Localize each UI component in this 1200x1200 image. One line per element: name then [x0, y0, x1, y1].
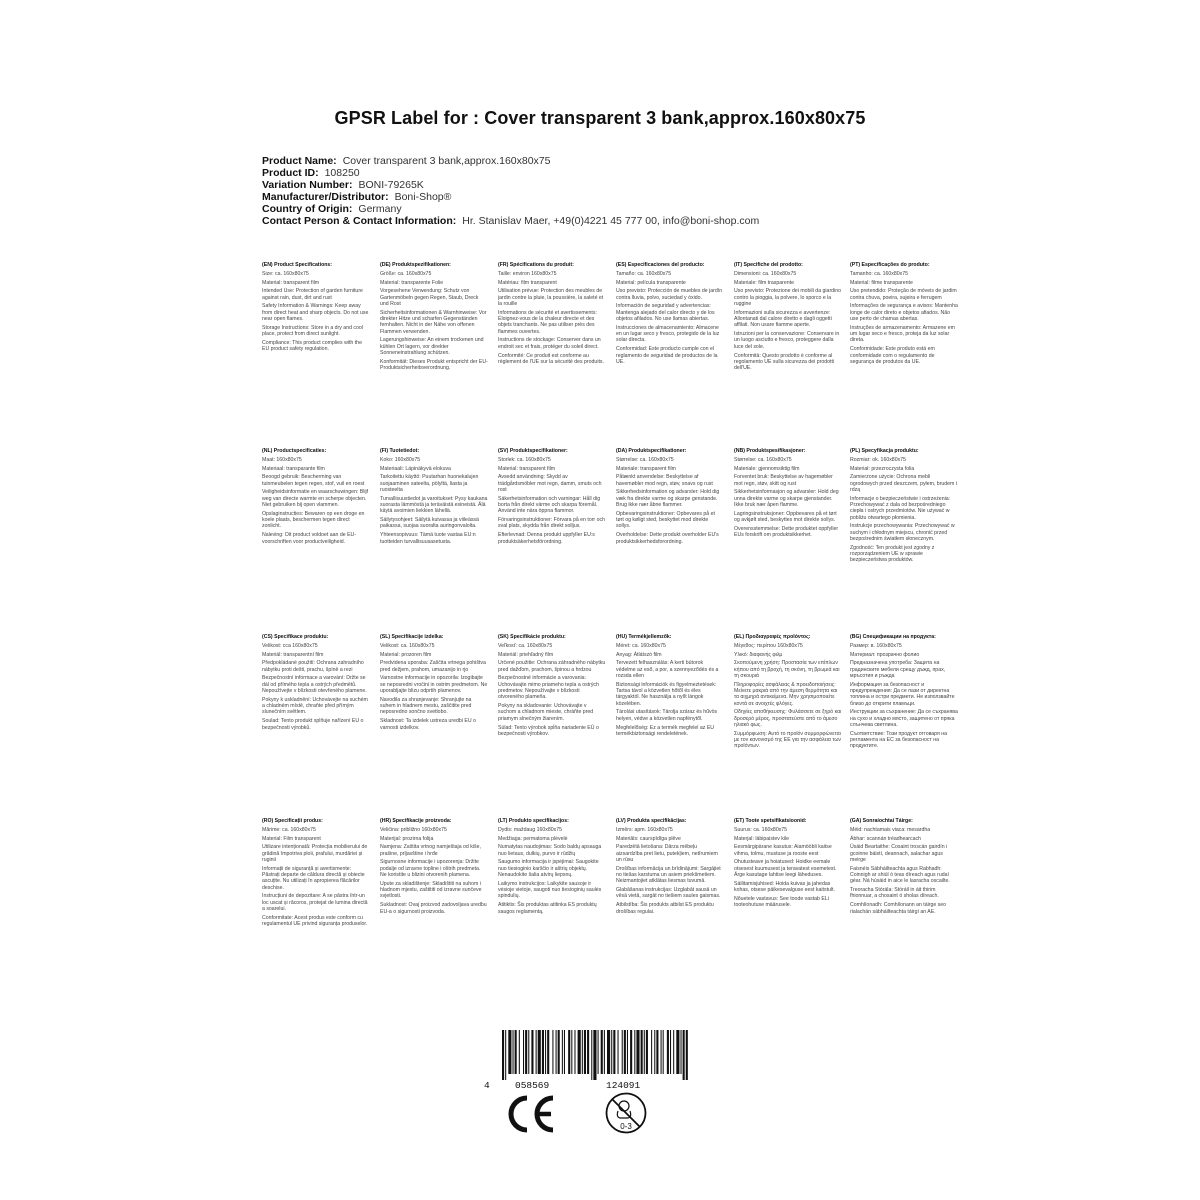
spec-heading: (EN) Product Specifications: — [262, 262, 333, 268]
spec-line: Instructions de stockage: Conserver dans un endroit sec et frais, protéger du soleil direct. — [498, 337, 601, 350]
spec-line: Materjal: läbipaistev kile — [734, 835, 790, 842]
spec-line: Material: transparent film — [262, 279, 320, 286]
spec-line: Varnostne informacije in opozorila: Izogibajte se neposredni vročini in ostrim predmetom. Ne uporabljajte blizu odprtih plamenov. — [380, 675, 488, 695]
spec-block — [616, 818, 724, 998]
spec-heading: (BG) Спецификации на продукта: — [850, 634, 936, 640]
barcode-bar — [593, 1030, 596, 1080]
barcode-bar — [578, 1030, 581, 1074]
spec-line: Eesmärgipärane kasutus: Aiamööbli kaitse vihma, tolmu, mustuse ja roostе eest — [734, 844, 832, 857]
spec-line: Instrucciones de almacenamiento: Almacene en un lugar seco y fresco, protegido de la luz solar directa. — [616, 324, 720, 344]
barcode-digit-left: 4 — [484, 1080, 490, 1091]
spec-line: Overholdelse: Dette produkt overholder EU's produktsikkerhedsforordning. — [616, 532, 719, 545]
spec-heading: (LT) Produkto specifikacijos: — [498, 818, 569, 824]
spec-line: Avsedd användning: Skydd av trädgårdsmöbler mot regn, damm, smuts och rost — [498, 474, 602, 493]
spec-line: Materiāls: caurspīdīga plēve — [616, 835, 681, 842]
spec-line: Materijal: prozirna folija — [380, 835, 434, 842]
spec-block — [380, 634, 488, 814]
spec-heading: (ET) Toote spetsifikatsioonid: — [734, 818, 807, 824]
spec-line: Drošības informācija un brīdinājumi: Sargājiet no tiešas karstuma un asiem priekšmetiem. Neizmantojiet atklātas liesmas tuvumā. — [616, 865, 721, 885]
spec-heading: (PT) Especificações do produto: — [850, 262, 930, 268]
spec-line: Tamaño: ca. 160x80x75 — [616, 270, 672, 277]
spec-line: Medžiaga: permatoma plėvelė — [498, 835, 568, 842]
spec-block — [262, 634, 370, 814]
spec-line: Utilisation prévue: Protection des meubles de jardin contre la pluie, la poussière, la saleté et la rouille — [498, 288, 604, 307]
barcode-group-1: 058569 — [515, 1080, 550, 1091]
spec-line: Förvaringsinstruktioner: Förvara på en torr och sval plats, skydda från direkt solljus. — [498, 517, 605, 530]
spec-line: Sicherheitsinformationen & Warnhinweise: Vor direkter Hitze und scharfen Gegenständen fernhalten. Nicht in der Nähe von offenen Flammen verwenden. — [380, 309, 487, 335]
barcode-bar — [574, 1030, 575, 1074]
info-value: BONI-79265K — [358, 178, 424, 191]
spec-line: Predvidena uporaba: Zaščita vrtnega pohištva pred dežjem, prahom, umazanijo in rjo — [380, 660, 486, 673]
spec-line: Größe: ca. 160x80x75 — [380, 270, 432, 277]
spec-line: Soulad: Tento produkt splňuje nařízení EU o bezpečnosti výrobků. — [262, 718, 364, 731]
spec-line: Υλικό: διαφανής φιλμ — [734, 651, 783, 658]
spec-line: Съответствие: Този продукт отговаря на регламента на ЕС за безопасност на продуктите. — [850, 730, 948, 750]
spec-block — [498, 448, 606, 628]
spec-block — [850, 634, 958, 814]
spec-block — [850, 262, 958, 442]
barcode-bar — [542, 1030, 544, 1074]
barcode-bar — [624, 1030, 626, 1074]
info-value: Hr. Stanislav Maer, +49(0)4221 45 777 00, info@boni-shop.com — [462, 214, 760, 227]
spec-block — [616, 262, 724, 442]
spec-line: Σκοπούμενη χρήση: Προστασία των επίπλων κήπου από τη βροχή, τη σκόνη, τη βρωμιά και τη σκουριά — [734, 660, 840, 679]
barcode-bar — [627, 1030, 628, 1074]
spec-line: Velikost: cca 160x80x75 — [262, 642, 318, 649]
spec-line: Compliance: This product complies with the EU product safety regulation. — [262, 339, 362, 353]
barcode-bar — [611, 1030, 612, 1074]
barcode-bar — [558, 1030, 560, 1074]
spec-line: Предназначена употреба: Защита на градинските мебели срещу дъжд, прах, мръсотия и ръжда — [850, 660, 946, 679]
spec-line: Upute za skladištenje: Skladištiti na suhom i hladnom mjestu, zaštititi od izravne sunčeve svjetlosti. — [380, 880, 482, 900]
info-value: 108250 — [324, 166, 360, 179]
spec-line: Matériau: film transparent — [498, 279, 557, 286]
spec-line: Dimensioni: ca. 160x80x75 — [734, 270, 797, 277]
spec-heading: (NL) Productspecificaties: — [262, 448, 327, 454]
barcode-bar — [545, 1030, 546, 1074]
spec-line: Πληροφορίες ασφάλειας & προειδοποιήσεις: Μείνετε μακριά από την άμεση θερμότητα και τα αιχμηρά αντικείμενα. Μην χρησιμοποιείτε κοντά σε ανοιχτές φλόγες. — [734, 681, 838, 707]
spec-line: Zgodność: Ten produkt jest zgodny z rozporządzeniem UE w sprawie bezpieczeństwa produktów. — [850, 544, 935, 564]
spec-line: Materiale: gjennomsiktig film — [734, 465, 800, 472]
barcode-bar — [686, 1030, 688, 1080]
ce-mark-icon — [505, 1093, 559, 1135]
spec-line: Tervezett felhasználás: A kerti bútorok védelme az eső, a por, a szennyeződés és a rozsda ellen — [616, 660, 719, 679]
spec-block — [850, 448, 958, 628]
spec-line: Tarkoitettu käyttö: Puutarhan huonekalujen suojaaminen sateelta, pölyltä, liasta ja ruosteelta — [380, 474, 479, 493]
spec-block — [734, 262, 842, 442]
spec-line: Informations de sécurité et avertissements: Éloignez-vous de la chaleur directe et des objets tranchants. Ne pas utiliser près des flammes ouvertes. — [498, 309, 597, 335]
spec-line: Bezpečnostné informácie a varovania: Uchovávajte mimo priameho tepla a ostrých predmetov. Nepoužívajte v blízkosti otvoreného plameňa. — [498, 675, 599, 701]
spec-line: Konformität: Dieses Produkt entspricht der EU-Produktsicherheitsverordnung. — [380, 358, 488, 372]
barcode-bar — [508, 1030, 511, 1074]
spec-heading: (GA) Sonraíochtaí Táirge: — [850, 818, 913, 824]
barcode-bar — [607, 1030, 610, 1074]
barcode-bar — [568, 1030, 570, 1074]
spec-line: Sikkerhedsinformation og advarsler: Hold dig væk fra direkte varme og skarpe genstande. Brug ikke nær åbne flammer. — [616, 489, 720, 509]
barcode-bar — [571, 1030, 572, 1074]
spec-line: Saugumo informacija ir įspėjimai: Saugokite nuo tiesioginio karščio ir aštrių objektų. Nenaudokite šalia atvirų liepsnų. — [498, 859, 599, 879]
age-label: 0-3 — [620, 1122, 632, 1131]
barcode-bar — [646, 1030, 648, 1074]
spec-line: Lagerungshinweise: An einem trockenen und kühlen Ort lagern, vor direkter Sonneneinstrahlung schützen. — [380, 337, 484, 357]
info-label: Product ID: — [262, 166, 319, 179]
spec-line: Οδηγίες αποθήκευσης: Φυλάσσετε σε ξηρό και δροσερό μέρος, προστατεύστε από το άμεσο ηλιακό φως. — [734, 709, 842, 729]
spec-heading: (SL) Specifikacije izdelka: — [380, 634, 444, 640]
spec-line: Storage Instructions: Store in a dry and cool place, protect from direct sunlight. — [262, 324, 363, 338]
info-row-product-name — [262, 156, 962, 168]
spec-line: Materiál: priehľadný film — [498, 651, 554, 658]
spec-line: Uso previsto: Protezione dei mobili da giardino contro la pioggia, la polvere, lo sporco e la ruggine — [734, 288, 841, 307]
spec-line: Súlad: Tento výrobok spĺňa nariadenie EÚ o bezpečnosti výrobkov. — [498, 724, 599, 737]
info-label: Product Name: — [262, 155, 337, 167]
spec-line: Informații de siguranță și avertismente: Păstrați departe de căldura directă și obiecte ascuțite. Nu utilizați în apropierea flăcărilor deschise. — [262, 865, 365, 891]
barcode-bar — [587, 1030, 589, 1074]
spec-line: Size: ca. 160x80x75 — [262, 270, 309, 277]
barcode-bar — [673, 1030, 674, 1074]
spec-line: Navodila za shranjevanje: Shranjujte na suhem in hladnem mestu, zaščitite pred neposredno sončno svetlobo. — [380, 696, 472, 716]
barcode-bar — [584, 1030, 586, 1074]
barcode-bar — [667, 1030, 669, 1074]
spec-line: Størrelse: ca. 160x80x75 — [616, 456, 674, 463]
spec-heading: (SV) Produktspecifikationer: — [498, 448, 568, 454]
spec-line: Materiál: transparentní film — [262, 651, 324, 658]
spec-block — [498, 818, 606, 998]
spec-line: Koko: 160x80x75 — [380, 456, 421, 463]
spec-line: Størrelse: ca. 160x80x75 — [734, 456, 792, 463]
spec-line: Tamanho: ca. 160x80x75 — [850, 270, 908, 277]
spec-line: Naleving: Dit product voldoet aan de EU-voorschriften voor productveiligheid. — [262, 532, 357, 545]
info-value: Cover transparent 3 bank,approx.160x80x75 — [342, 155, 551, 167]
spec-line: Anyag: Átlátszó film — [616, 651, 662, 658]
spec-line: Rozmiar: ok. 160x80x75 — [850, 456, 906, 463]
age-warning-icon — [604, 1091, 648, 1135]
spec-line: Información de seguridad y advertencias: Mantenga alejado del calor directo y de los objetos afilados. No use llamas abiertas. — [616, 303, 715, 323]
spec-line: Material: filme transparente — [850, 279, 913, 286]
spec-line: Ohutusteave ja hoiatused: Hoidke eemale otsesest kuumusest ja teravatest esemetest. Ärge kasutage lahtise leegi läheduses. — [734, 859, 837, 879]
spec-block — [734, 818, 842, 998]
spec-line: Ábhar: scannán tréadhearcach — [850, 835, 921, 842]
spec-line: Materiaali: Läpinäkyvä elokuva — [380, 465, 451, 472]
barcode-bar — [502, 1030, 504, 1080]
spec-heading: (RO) Specificații produs: — [262, 818, 323, 824]
spec-line: Numatytas naudojimas: Sodo baldų apsauga nuo lietaus, dulkių, purvo ir rūdžių — [498, 844, 602, 857]
spec-line: Bezpečnostní informace a varování: Držte se dál od přímého tepla a ostrých předmětů. Nepoužívejte v blízkosti otevřeného plamene. — [262, 675, 367, 695]
spec-line: Atitiktis: Šis produktas atitinka ES produktų saugos reglamentą. — [498, 902, 597, 915]
spec-heading: (HU) Termékjellemzők: — [616, 634, 672, 640]
spec-heading: (DE) Produktspezifikationen: — [380, 262, 451, 268]
spec-line: Utilizare intenționată: Protecția mobilierului de grădină împotriva ploii, prafului, murdăriei și ruginii — [262, 844, 368, 863]
spec-line: Yhteensopivuus: Tämä tuote vastaa EU:n tuotteiden turvallisuusasetusta. — [380, 532, 476, 545]
barcode-bar — [547, 1030, 549, 1074]
barcode-bar — [663, 1030, 664, 1074]
barcode-bar — [505, 1030, 506, 1080]
spec-line: Συμμόρφωση: Αυτό το προϊόν συμμορφώνεται με τον κανονισμό της ΕΕ για την ασφάλεια των προϊόντων. — [734, 730, 841, 750]
spec-line: Materiale: transparent film — [616, 465, 676, 472]
barcode-bar — [613, 1030, 615, 1074]
barcode-bar — [513, 1030, 514, 1074]
spec-line: Tárolási utasítások: Tárolja száraz és hűvös helyen, védve a közvetlen napfénytől. — [616, 709, 718, 722]
spec-line: Instruções de armazenamento: Armazene em um lugar seco e fresco, proteja da luz solar direta. — [850, 324, 955, 344]
spec-line: Material: transparent film — [498, 465, 556, 472]
barcode-bar — [531, 1030, 533, 1074]
barcode-bar — [670, 1030, 671, 1074]
barcode-bar — [636, 1030, 639, 1074]
barcode-bar — [634, 1030, 635, 1074]
barcode-bar — [661, 1030, 662, 1074]
spec-block — [380, 818, 488, 998]
spec-line: Conformità: Questo prodotto è conforme al regolamento UE sulla sicurezza dei prodotti dell'UE. — [734, 352, 835, 372]
spec-line: Forventet bruk: Beskyttelse av hagemøbler mot regn, støv, skitt og rust — [734, 474, 833, 487]
barcode-bar — [582, 1030, 583, 1074]
spec-block — [498, 634, 606, 814]
spec-line: Istruzioni per la conservazione: Conservare in un luogo asciutto e fresco, proteggere dalla luce del sole. — [734, 331, 840, 350]
spec-line: Instrukcje przechowywania: Przechowywać w suchym i chłodnym miejscu, chronić przed bezpośrednim światłem słonecznym. — [850, 523, 955, 543]
spec-line: Инструкции за съхранение: Да се съхранява на сухо и хладно място, защитено от пряка слънчева светлина. — [850, 709, 958, 729]
info-label: Variation Number: — [262, 178, 353, 191]
barcode-bar — [656, 1030, 658, 1074]
spec-line: Méid: nachtamais viaca: mesardha — [850, 826, 931, 833]
spec-block — [262, 448, 370, 628]
spec-line: Uso pretendido: Proteção de móveis de jardim contra chuva, poeira, sujeira e ferrugem — [850, 288, 957, 301]
spec-line: Veličina: približno 160x80x75 — [380, 826, 447, 833]
barcode-bar — [528, 1030, 529, 1074]
barcode-bar — [598, 1030, 599, 1074]
barcode-bar — [676, 1030, 679, 1074]
spec-line: Informações de segurança e avisos: Mantenha longe de calor direto e objetos afiados. Não use perto de chamas abertas. — [850, 303, 958, 323]
spec-line: Lagringsinstruksjoner: Oppbevares på et tørt og avkjølt sted, beskyttes mot direkte sollys. — [734, 510, 837, 524]
spec-line: Taille: environ 160x80x75 — [498, 270, 557, 277]
spec-line: Skladnost: Ta izdelek ustreza uredbi EU o varnosti izdelkov. — [380, 718, 476, 731]
spec-line: Conformité: Ce produit est conforme au règlement de l'UE sur la sécurité des produits. — [498, 352, 604, 365]
barcode-bar — [564, 1030, 565, 1074]
spec-line: Materiaal: transparante film — [262, 465, 325, 472]
spec-line: Sigurnosne informacije i upozorenja: Držite podalje od izravne topline i oštrih predmeta. Ne koristite u blizini otvorenih plamena. — [380, 859, 481, 879]
spec-line: Sukladnost: Ovaj proizvod zadovoljava uredbu EU-a o sigurnosti proizvoda. — [380, 902, 487, 915]
barcode-bar — [641, 1030, 643, 1074]
spec-line: Материал: прозрачно фолио — [850, 651, 920, 658]
spec-line: Overensstemmelse: Dette produktet oppfyller EUs forskrift om produktsikkerhet. — [734, 525, 839, 539]
barcode-bar — [618, 1030, 619, 1074]
spec-line: Materiale: film trasparente — [734, 279, 794, 286]
product-info — [262, 156, 962, 227]
spec-line: Veľkosť: ca. 160x80x75 — [498, 642, 553, 649]
spec-line: Информация за безопасност и предупреждения: Да се пази от директна топлина и остри предмети. Не използвайте близо до открити пламъци. — [850, 681, 955, 707]
spec-line: Intended Use: Protection of garden furniture against rain, dust, dirt and rust — [262, 288, 363, 301]
spec-line: Conformidade: Este produto está em conformidade com o regulamento de segurança de produtos da UE. — [850, 346, 935, 365]
spec-line: Material: película transparente — [616, 279, 686, 286]
spec-line: Material: prozoren film — [380, 651, 432, 658]
spec-line: Instrucțiuni de depozitare: A se păstra într-un loc uscat și răcoros, protejat de lumina directă a soarelui. — [262, 893, 368, 913]
spec-heading: (CS) Specifikace produktu: — [262, 634, 329, 640]
spec-block — [380, 448, 488, 628]
barcode-bar — [536, 1030, 537, 1074]
spec-heading: (HR) Specifikacije proizvoda: — [380, 818, 452, 824]
spec-line: Comhlíonadh: Comhlíonann an táirge seo rialachán sábháilteachta táirgí an AE. — [850, 902, 947, 915]
barcode-bar — [538, 1030, 541, 1074]
info-value: Boni-Shop® — [394, 190, 452, 203]
barcode-bar — [556, 1030, 557, 1074]
spec-line: Conformitate: Acest produs este conform cu regulamentul UE privind siguranța produselor. — [262, 914, 368, 928]
barcode-bar — [562, 1030, 563, 1074]
barcode-bar — [644, 1030, 645, 1074]
page-title: GPSR Label for : Cover transparent 3 bank,approx.160x80x75 — [334, 108, 866, 128]
spec-line: Glabāšanas instrukcijas: Uzglabāt sausā un vēsā vietā, sargāt no tiešiem saules gaismas. — [616, 887, 721, 900]
spec-line: Megfelelőség: Ez a termék megfelel az EU termékbiztonsági rendeletének. — [616, 724, 715, 737]
spec-line: Dydis: maždaug 160x80x75 — [498, 826, 563, 833]
spec-line: Säkerhetsinformation och varningar: Håll dig borta från direkt värme och skarpa föremål. Använd inte nära öppna flammor. — [498, 495, 601, 515]
spec-line: Material: transparente Folie — [380, 279, 444, 286]
spec-line: Materiał: przezroczysta folia — [850, 465, 915, 472]
spec-heading: (EL) Προδιαγραφές προϊόντος: — [734, 634, 811, 640]
spec-line: Μέγεθος: περίπου 160x80x75 — [734, 642, 803, 649]
barcode-bar — [591, 1030, 592, 1080]
spec-line: Informacje o bezpieczeństwie i ostrzeżenia: Przechowywać z dala od bezpośredniego ciepła i ostrych przedmiotów. Nie używać w pobliżu otwartego płomienia. — [850, 495, 951, 521]
spec-line: Treoracha Stórála: Stóráil in áit thirim fhionnuar, a chosaint ó sholas díreach. — [850, 887, 939, 900]
spec-heading: (FR) Spécifications du produit: — [498, 262, 574, 268]
barcode-bar — [601, 1030, 603, 1074]
spec-line: Beoogd gebruik: Bescherming van tuinmeubelen tegen regen, stof, vuil en roest — [262, 474, 365, 487]
barcode-bar — [552, 1030, 553, 1074]
spec-line: Informazioni sulla sicurezza e avvertenze: Allontanati dal calore diretto e dagli oggetti affilati. Non usare fiamme aperte. — [734, 309, 832, 329]
barcode-bar — [515, 1030, 517, 1074]
spec-block — [850, 818, 958, 998]
spec-line: Předpokládané použití: Ochrana zahradního nábytku proti dešti, prachu, špíně a rezi — [262, 660, 364, 673]
spec-heading: (FI) Tuotetiedot: — [380, 448, 420, 454]
spec-line: Opslaginstructies: Bewaren op een droge en koele plaats, beschermen tegen direct zonlicht. — [262, 510, 365, 530]
info-label: Country of Origin: — [262, 202, 353, 215]
spec-line: Suurus: ca. 160x80x75 — [734, 826, 788, 833]
spec-block — [262, 262, 370, 442]
spec-line: Maat: 160x80x75 — [262, 456, 302, 463]
spec-line: Sikkerhetsinformasjon og advarsler: Hold deg unna direkte varme og skarpe gjenstander. Ikke bruk nær åpen flamme. — [734, 489, 839, 509]
spec-line: Påtænkt anvendelse: Beskyttelse af havemøbler mod regn, støv, snavs og rust — [616, 474, 713, 487]
barcode-bar — [622, 1030, 623, 1074]
spec-line: Material: Film transparent — [262, 835, 321, 842]
spec-block — [380, 262, 488, 442]
barcode-bar — [525, 1030, 527, 1074]
spec-block — [616, 448, 724, 628]
barcode-bar — [681, 1030, 682, 1074]
spec-line: Opbevaringsinstruktioner: Opbevares på et tørt og køligt sted, beskyttet mod direkte sollys. — [616, 510, 715, 530]
spec-block — [498, 262, 606, 442]
spec-line: Velikost: ca. 160x80x75 — [380, 642, 435, 649]
barcode-bar — [523, 1030, 524, 1074]
spec-line: Paredzētā lietošana: Dārza mēbeļu aizsardzība pret lietu, putekļiem, netīrumiem un rūsu — [616, 844, 718, 863]
spec-heading: (DA) Produktspecifikationer: — [616, 448, 687, 454]
spec-line: Uso previsto: Protección de muebles de jardín contra lluvia, polvo, suciedad y óxido. — [616, 288, 723, 301]
spec-line: Mărime: ca. 160x80x75 — [262, 826, 316, 833]
spec-block — [262, 818, 370, 998]
spec-block — [734, 448, 842, 628]
spec-line: Namjena: Zaštita vrtnog namještaja od kiše, prašine, prljavštine i hrđe — [380, 844, 481, 857]
info-label: Manufacturer/Distributor: — [262, 190, 389, 203]
spec-line: Méret: ca. 160x80x75 — [616, 642, 666, 649]
spec-line: Pokyny na skladovanie: Uchovávajte v suchom a chladnom mieste, chráňte pred priamym slnečným žiarením. — [498, 703, 594, 722]
spec-line: Turvallisuustiedot ja varoitukset: Pysy kaukana suorasta lämmöstä ja teräväistä esineistä. Älä käytä avoimien liekkien lähellä. — [380, 495, 488, 515]
barcode — [500, 1030, 688, 1080]
spec-heading: (IT) Specifiche del prodotto: — [734, 262, 803, 268]
spec-line: Safety Information & Warnings: Keep away from direct heat and sharp objects. Do not use near open flames. — [262, 303, 369, 323]
barcode-bar — [630, 1030, 632, 1074]
spec-line: Veiligheidsinformatie en waarschuwingen: Blijf weg van directe warmte en scherpe objecten. Niet gebruiken bij open vlammen. — [262, 489, 369, 509]
spec-heading: (LV) Produkta specifikācijas: — [616, 818, 687, 824]
info-row-contact — [262, 216, 962, 228]
spec-line: Biztonsági információk és figyelmeztetések: Tartsa távol a közvetlen hőtől és éles tárgyaktól. Ne használja a nyílt lángok közelében. — [616, 681, 717, 707]
spec-line: Úsáid Beartaithe: Cosaint troscán gairdín i gcoinne báistí, deannach, salachar agus meirge — [850, 844, 948, 863]
spec-line: Izmērs: apm. 160x80x75 — [616, 826, 673, 833]
barcode-bar — [519, 1030, 520, 1074]
spec-line: Zamierzone użycie: Ochrona mebli ogrodowych przed deszczem, pyłem, brudem i rdzą — [850, 474, 957, 493]
spec-line: Storlek: ca. 160x80x75 — [498, 456, 551, 463]
info-row-variation-number — [262, 180, 962, 192]
spec-block — [734, 634, 842, 814]
spec-line: Faisnéis Sábháilteachta agus Rabhadh: Coinnigh ar shiúl ó teas díreach agus rudaí géar. Ná húsáid in aice le lasracha oscailte. — [850, 865, 950, 885]
spec-heading: (PL) Specyfikacja produktu: — [850, 448, 919, 454]
spec-line: Efterlevnad: Denna produkt uppfyller EU:s produktsäkerhetsförordning. — [498, 532, 595, 545]
spec-heading: (ES) Especificaciones del producto: — [616, 262, 705, 268]
spec-block — [616, 634, 724, 814]
spec-line: Atbilstība: Šis produkts atbilst ES produktu drošības regulai. — [616, 902, 714, 915]
spec-line: Säilytysohjeet: Säilytä kuivassa ja viileässä paikassa, suojaa suoralta auringonvalolta. — [380, 517, 479, 530]
barcode-group-2: 124091 — [606, 1080, 641, 1091]
spec-line: Conformidad: Este producto cumple con el reglamento de seguridad de productos de la UE. — [616, 346, 718, 365]
spec-line: Nõuetele vastavus: See toode vastab ELi tooteohutuse määrusele. — [734, 895, 829, 909]
spec-line: Pokyny k uskladnění: Uchovávejte na suchém a chladném místě, chraňte před přímým slunečním světlem. — [262, 696, 368, 716]
info-value: Germany — [358, 202, 402, 215]
spec-line: Размер: в. 160x80x75 — [850, 642, 902, 649]
spec-heading: (NB) Produktspesifikasjoner: — [734, 448, 806, 454]
spec-heading: (SK) Špecifikácie produktu: — [498, 634, 566, 640]
barcode-bar — [683, 1030, 685, 1080]
barcode-bar — [604, 1030, 605, 1074]
spec-line: Laikymo instrukcijos: Laikykite sausoje ir vėsioje vietoje, saugoti nuo tiesioginių saulės spindulių. — [498, 880, 602, 900]
barcode-bar — [654, 1030, 655, 1074]
info-label: Contact Person & Contact Information: — [262, 214, 457, 227]
barcode-bar — [651, 1030, 652, 1074]
spec-line: Vorgesehene Verwendung: Schutz von Gartenmöbeln gegen Regen, Staub, Dreck und Rost — [380, 288, 479, 307]
spec-line: Säilitamisjuhised: Hoida kuivas ja jahedas kohas, otsese päikesevalguse eest kaitstult. — [734, 880, 835, 894]
spec-line: Určené použitie: Ochrana záhradného nábytku pred dažďom, prachom, špinou a hrdzou — [498, 660, 606, 673]
